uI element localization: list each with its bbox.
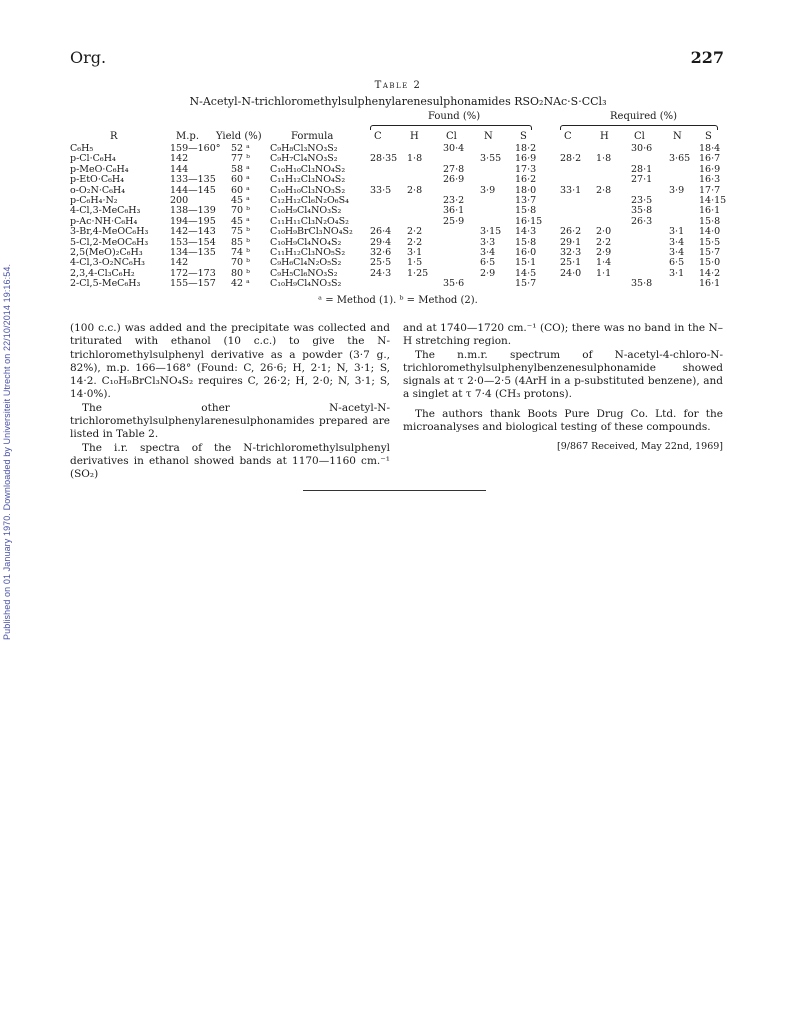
cell-s2: 14·15 — [699, 194, 727, 206]
cell-s2: 15·5 — [699, 236, 721, 248]
found-bracket — [370, 125, 532, 130]
cell-s2: 17·7 — [699, 184, 721, 196]
cell-c1: 29·4 — [370, 236, 392, 248]
cell-formula: C₁₀H₉Cl₄NO₄S₂ — [270, 236, 342, 248]
cell-s2: 18·4 — [699, 143, 721, 154]
cell-cl2: 27·1 — [631, 174, 653, 186]
cell-s1: 14·3 — [515, 226, 537, 238]
cell-formula: C₁₀H₁₀Cl₃NO₃S₂ — [270, 184, 346, 196]
right-text-column — [403, 322, 723, 454]
cell-cl1: 36·1 — [443, 205, 465, 217]
cell-c2: 28·2 — [560, 153, 582, 165]
cell-c2: 29·1 — [560, 236, 582, 248]
header-r: R — [110, 131, 118, 142]
cell-n2: 3·4 — [669, 246, 685, 258]
header-formula: Formula — [291, 131, 334, 142]
cell-mp: 172—173 — [170, 267, 216, 279]
cell-s2: 16·9 — [699, 163, 721, 175]
cell-c1: 26·4 — [370, 226, 392, 238]
header-found-s: S — [520, 131, 527, 142]
cell-s1: 16·2 — [515, 174, 537, 186]
header-found-cl: Cl — [446, 131, 457, 142]
cell-yield: 70 ᵇ — [231, 257, 250, 269]
found-group-header: Found (%) — [428, 111, 481, 122]
cell-s2: 14·2 — [699, 267, 721, 279]
required-bracket — [560, 125, 718, 130]
cell-mp: 142—143 — [170, 226, 216, 238]
cell-n1: 3·4 — [480, 246, 496, 258]
cell-mp: 138—139 — [170, 205, 216, 217]
cell-n1: 2·9 — [480, 267, 496, 279]
cell-r: p-EtO·C₆H₄ — [70, 174, 125, 186]
cell-h1: 1·25 — [407, 267, 429, 279]
paragraph-experimental: (100 c.c.) was added and the precipitate was collected and triturated with ethanol (10 c.c.) to give the N-trichloromethylsulphenyl derivative as a powder (3·7 g., 82%), m.p. 166—168° (Found: C, 26·6; H, 2·1; N, 3·1; S, 14·2. C₁₀H₉BrCl₃NO₄S₂ requires C, 26·2; H, 2·0; N, 3·1; S, 14·0%). — [70, 322, 390, 401]
cell-r: 5-Cl,2-MeOC₆H₃ — [70, 236, 149, 248]
cell-s2: 14·0 — [699, 226, 721, 238]
cell-h2: 1·1 — [596, 267, 612, 279]
cell-r: p-MeO·C₆H₄ — [70, 163, 129, 175]
cell-formula: C₁₀H₁₀Cl₃NO₄S₂ — [270, 163, 346, 175]
cell-s1: 14·5 — [515, 267, 537, 279]
cell-h1: 2·2 — [407, 226, 423, 238]
cell-r: o-O₂N·C₆H₄ — [70, 184, 126, 196]
cell-c1: 25·5 — [370, 257, 392, 269]
cell-mp: 200 — [170, 194, 189, 206]
cell-c1: 24·3 — [370, 267, 392, 279]
table-row — [0, 279, 796, 289]
cell-r: 3-Br,4-MeOC₆H₃ — [70, 226, 149, 238]
cell-mp: 142 — [170, 257, 189, 269]
cell-formula: C₉H₈Cl₃NO₃S₂ — [270, 143, 338, 154]
cell-yield: 70 ᵇ — [231, 205, 250, 217]
cell-mp: 155—157 — [170, 278, 216, 290]
cell-mp: 142 — [170, 153, 189, 165]
cell-formula: C₁₁H₁₂Cl₃NO₄S₂ — [270, 174, 346, 186]
header-found-h: H — [410, 131, 419, 142]
cell-formula: C₁₁H₁₂Cl₃NO₅S₂ — [270, 246, 346, 258]
header-found-c: C — [374, 131, 382, 142]
cell-mp: 144 — [170, 163, 189, 175]
cell-c2: 24·0 — [560, 267, 582, 279]
cell-s1: 15·7 — [515, 278, 537, 290]
cell-formula: C₁₀H₉Cl₄NO₃S₂ — [270, 205, 342, 217]
cell-yield: 77 ᵇ — [231, 153, 250, 165]
cell-c2: 33·1 — [560, 184, 582, 196]
cell-c1: 32·6 — [370, 246, 392, 258]
cell-n2: 3·1 — [669, 267, 685, 279]
cell-c1: 33·5 — [370, 184, 392, 196]
cell-yield: 60 ᵃ — [231, 174, 250, 186]
cell-yield: 80 ᵇ — [231, 267, 250, 279]
cell-cl1: 25·9 — [443, 215, 465, 227]
cell-cl2: 23·5 — [631, 194, 653, 206]
header-req-cl: Cl — [634, 131, 645, 142]
cell-c2: 26·2 — [560, 226, 582, 238]
table-label: Table 2 — [374, 80, 422, 91]
cell-cl2: 35·8 — [631, 205, 653, 217]
table-body — [0, 144, 796, 289]
cell-formula: C₉H₅Cl₆NO₃S₂ — [270, 267, 338, 279]
cell-yield: 42 ᵃ — [231, 278, 250, 290]
cell-s1: 16·15 — [515, 215, 543, 227]
cell-mp: 153—154 — [170, 236, 216, 248]
cell-cl2: 28·1 — [631, 163, 653, 175]
header-req-s: S — [705, 131, 712, 142]
cell-cl2: 26·3 — [631, 215, 653, 227]
cell-cl1: 26·9 — [443, 174, 465, 186]
cell-s2: 16·3 — [699, 174, 721, 186]
cell-h2: 2·2 — [596, 236, 612, 248]
paragraph-nmr: The n.m.r. spectrum of N-acetyl-4-chloro-N-trichloromethylsulphenylbenzenesulphonamide showed signals at τ 2·0—2·5 (4ArH in a p-substituted benzene), and a singlet at τ 7·4 (CH₃ protons). — [403, 348, 723, 401]
cell-h1: 2·2 — [407, 236, 423, 248]
cell-mp: 144—145 — [170, 184, 216, 196]
cell-n1: 3·55 — [480, 153, 502, 165]
header-req-h: H — [600, 131, 609, 142]
cell-n1: 6·5 — [480, 257, 496, 269]
cell-r: 4-Cl,3-O₂NC₆H₃ — [70, 257, 145, 269]
cell-s2: 15·0 — [699, 257, 721, 269]
cell-r: p-C₆H₄·N₂ — [70, 194, 118, 206]
cell-n2: 3·4 — [669, 236, 685, 248]
cell-h1: 1·5 — [407, 257, 423, 269]
paragraph-acknowledgement: The authors thank Boots Pure Drug Co. Ltd. for the microanalyses and biological testing of these compounds. — [403, 407, 723, 434]
cell-cl1: 23·2 — [443, 194, 465, 206]
cell-yield: 74 ᵇ — [231, 246, 250, 258]
cell-formula: C₁₁H₁₁Cl₃N₂O₄S₂ — [270, 215, 349, 227]
cell-yield: 60 ᵃ — [231, 184, 250, 196]
cell-s1: 15·8 — [515, 205, 537, 217]
cell-c2: 32·3 — [560, 246, 582, 258]
cell-s1: 15·8 — [515, 236, 537, 248]
table-caption: N-Acetyl-N-trichloromethylsulphenylarenesulphonamides RSO₂NAc·S·CCl₃ — [189, 95, 607, 108]
cell-yield: 45 ᵃ — [231, 194, 250, 206]
download-note-text: Published on 01 January 1970. Downloaded by Universiteit Utrecht on 22/10/2014 19:16:54. — [2, 263, 12, 640]
cell-h2: 2·9 — [596, 246, 612, 258]
cell-c1: 28·35 — [370, 153, 398, 165]
left-text-column — [70, 322, 390, 482]
cell-s1: 18·2 — [515, 143, 537, 154]
cell-r: 2,3,4-Cl₃C₆H₂ — [70, 267, 135, 279]
cell-r: p-Cl·C₆H₄ — [70, 153, 116, 165]
cell-mp: 159—160° — [170, 143, 221, 154]
page-number: 227 — [690, 48, 724, 67]
cell-yield: 75 ᵇ — [231, 226, 250, 238]
cell-n1: 3·9 — [480, 184, 496, 196]
table-footnote: ᵃ = Method (1). ᵇ = Method (2). — [318, 295, 478, 306]
cell-cl2: 30·6 — [631, 143, 653, 154]
header-yield: Yield (%) — [216, 131, 262, 142]
cell-r: C₆H₅ — [70, 143, 94, 154]
cell-s2: 15·8 — [699, 215, 721, 227]
cell-h1: 3·1 — [407, 246, 423, 258]
cell-yield: 85 ᵇ — [231, 236, 250, 248]
cell-h1: 1·8 — [407, 153, 423, 165]
cell-cl1: 30·4 — [443, 143, 465, 154]
cell-s1: 15·1 — [515, 257, 537, 269]
cell-cl1: 35·6 — [443, 278, 465, 290]
header-mp: M.p. — [176, 131, 199, 142]
paragraph-ir-continued: and at 1740—1720 cm.⁻¹ (CO); there was no band in the N–H stretching region. — [403, 322, 723, 348]
cell-s1: 17·3 — [515, 163, 537, 175]
cell-yield: 52 ᵃ — [231, 143, 250, 154]
cell-h2: 1·4 — [596, 257, 612, 269]
cell-n1: 3·15 — [480, 226, 502, 238]
cell-h2: 1·8 — [596, 153, 612, 165]
required-group-header: Required (%) — [610, 111, 678, 122]
cell-formula: C₁₀H₉BrCl₃NO₄S₂ — [270, 226, 353, 238]
cell-n2: 3·9 — [669, 184, 685, 196]
header-found-n: N — [484, 131, 493, 142]
cell-yield: 58 ᵃ — [231, 163, 250, 175]
cell-r: 2-Cl,5-MeC₆H₃ — [70, 278, 141, 290]
cell-h2: 2·0 — [596, 226, 612, 238]
cell-formula: C₁₂H₁₂Cl₆N₂O₆S₄ — [270, 194, 349, 206]
table-row — [0, 186, 796, 196]
cell-formula: C₉H₆Cl₄N₂O₅S₂ — [270, 257, 342, 269]
cell-formula: C₁₀H₉Cl₄NO₃S₂ — [270, 278, 342, 290]
cell-s2: 15·7 — [699, 246, 721, 258]
paragraph-other-compounds: The other N-acetyl-N-trichloromethylsulphenylarenesulphonamides prepared are listed in Table 2. — [70, 401, 390, 441]
table-row — [0, 227, 796, 237]
cell-h1: 2·8 — [407, 184, 423, 196]
paragraph-ir-spectra: The i.r. spectra of the N-trichloromethylsulphenyl derivatives in ethanol showed bands at 1170—1160 cm.⁻¹ (SO₂) — [70, 441, 390, 481]
cell-s1: 16·0 — [515, 246, 537, 258]
journal-section: Org. — [70, 48, 107, 67]
received-date: [9/867 Received, May 22nd, 1969] — [557, 441, 723, 453]
cell-n1: 3·3 — [480, 236, 496, 248]
cell-mp: 134—135 — [170, 246, 216, 258]
cell-yield: 45 ᵃ — [231, 215, 250, 227]
cell-s1: 13·7 — [515, 194, 537, 206]
cell-c2: 25·1 — [560, 257, 582, 269]
cell-n2: 3·65 — [669, 153, 691, 165]
cell-s2: 16·1 — [699, 278, 721, 290]
cell-mp: 194—195 — [170, 215, 216, 227]
cell-r: 2,5(MeO)₂C₆H₃ — [70, 246, 143, 258]
cell-cl2: 35·8 — [631, 278, 653, 290]
table-row — [0, 175, 796, 185]
cell-r: p-Ac·NH·C₆H₄ — [70, 215, 138, 227]
header-req-n: N — [673, 131, 682, 142]
header-req-c: C — [564, 131, 572, 142]
cell-n2: 6·5 — [669, 257, 685, 269]
cell-mp: 133—135 — [170, 174, 216, 186]
cell-s2: 16·7 — [699, 153, 721, 165]
end-rule — [303, 490, 486, 491]
cell-n2: 3·1 — [669, 226, 685, 238]
cell-h2: 2·8 — [596, 184, 612, 196]
cell-cl1: 27·8 — [443, 163, 465, 175]
cell-s1: 16·9 — [515, 153, 537, 165]
cell-formula: C₉H₇Cl₄NO₃S₂ — [270, 153, 338, 165]
cell-s2: 16·1 — [699, 205, 721, 217]
cell-r: 4-Cl,3-MeC₆H₃ — [70, 205, 141, 217]
cell-s1: 18·0 — [515, 184, 537, 196]
